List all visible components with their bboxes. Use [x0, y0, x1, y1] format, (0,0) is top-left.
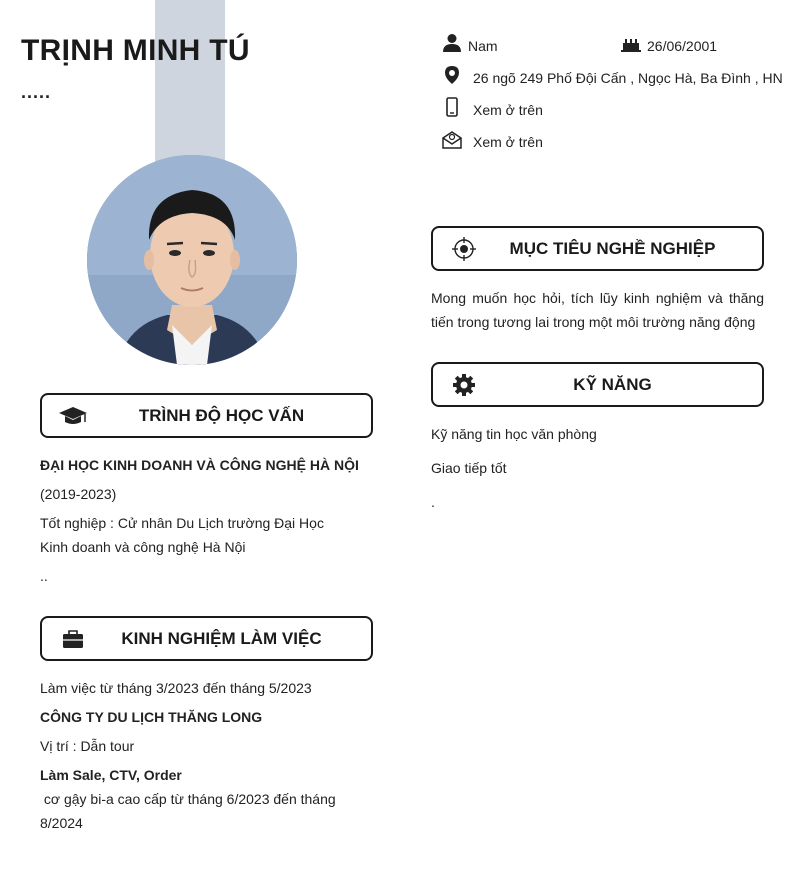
experience-heading: KINH NGHIỆM LÀM VIỆC: [121, 628, 322, 648]
education-degree-line1: Tốt nghiệp : Cử nhân Du Lịch trường Đại Học: [40, 515, 324, 531]
education-school: ĐẠI HỌC KINH DOANH VÀ CÔNG NGHỆ HÀ NỘI: [40, 457, 359, 473]
cake-icon: [620, 32, 642, 54]
education-heading: TRÌNH ĐỘ HỌC VẤN: [138, 405, 305, 425]
contact-email: [441, 128, 543, 150]
experience-company1: CÔNG TY DU LỊCH THĂNG LONG: [40, 709, 263, 725]
address-value: 26 ngõ 249 Phố Đội Cấn , Ngọc Hà, Ba Đình , HN: [473, 70, 783, 86]
graduation-cap-icon: [58, 404, 88, 428]
candidate-name: TRỊNH MINH TÚ: [21, 34, 250, 67]
contact-birthday: [620, 32, 717, 54]
decorative-accent-bar: [155, 0, 225, 165]
candidate-subtitle: .....: [21, 82, 52, 102]
skills-heading: KỸ NĂNG: [573, 374, 652, 394]
gender-value: Nam: [468, 38, 498, 54]
experience-detail2-line1: cơ gậy bi-a cao cấp từ tháng 6/2023 đến tháng: [40, 791, 336, 807]
briefcase-icon: [58, 627, 88, 651]
profile-photo: [87, 155, 297, 365]
phone-icon: [441, 96, 463, 118]
gear-icon: [449, 373, 479, 397]
contact-gender: [441, 32, 498, 54]
skill-item: .: [431, 494, 435, 510]
education-heading-box: [40, 393, 373, 438]
mail-icon: [441, 128, 463, 150]
email-value: Xem ở trên: [473, 134, 543, 150]
location-pin-icon: [441, 64, 463, 86]
objective-heading-box: [431, 226, 764, 271]
experience-role2: Làm Sale, CTV, Order: [40, 767, 182, 783]
education-degree-line2: Kinh doanh và công nghệ Hà Nội: [40, 539, 246, 555]
target-icon: [449, 237, 479, 261]
education-note: ..: [40, 568, 48, 584]
objective-text: Mong muốn học hỏi, tích lũy kinh nghiệm và thăng tiến trong tương lai trong một môi trường năng động: [431, 290, 764, 330]
person-icon: [441, 32, 463, 54]
skills-heading-box: [431, 362, 764, 407]
experience-position1: Vị trí : Dẫn tour: [40, 738, 135, 754]
phone-value: Xem ở trên: [473, 102, 543, 118]
experience-detail2-line2: 8/2024: [40, 815, 83, 831]
objective-heading: MỤC TIÊU NGHỀ NGHIỆP: [509, 238, 716, 258]
birthday-value: 26/06/2001: [647, 38, 718, 54]
skill-item: Kỹ năng tin học văn phòng: [431, 426, 597, 442]
contact-phone: [441, 96, 543, 118]
experience-heading-box: [40, 616, 373, 661]
contact-address: [441, 64, 783, 86]
experience-period1: Làm việc từ tháng 3/2023 đến tháng 5/2023: [40, 680, 312, 696]
education-years: (2019-2023): [40, 486, 117, 502]
skill-item: Giao tiếp tốt: [431, 460, 507, 476]
